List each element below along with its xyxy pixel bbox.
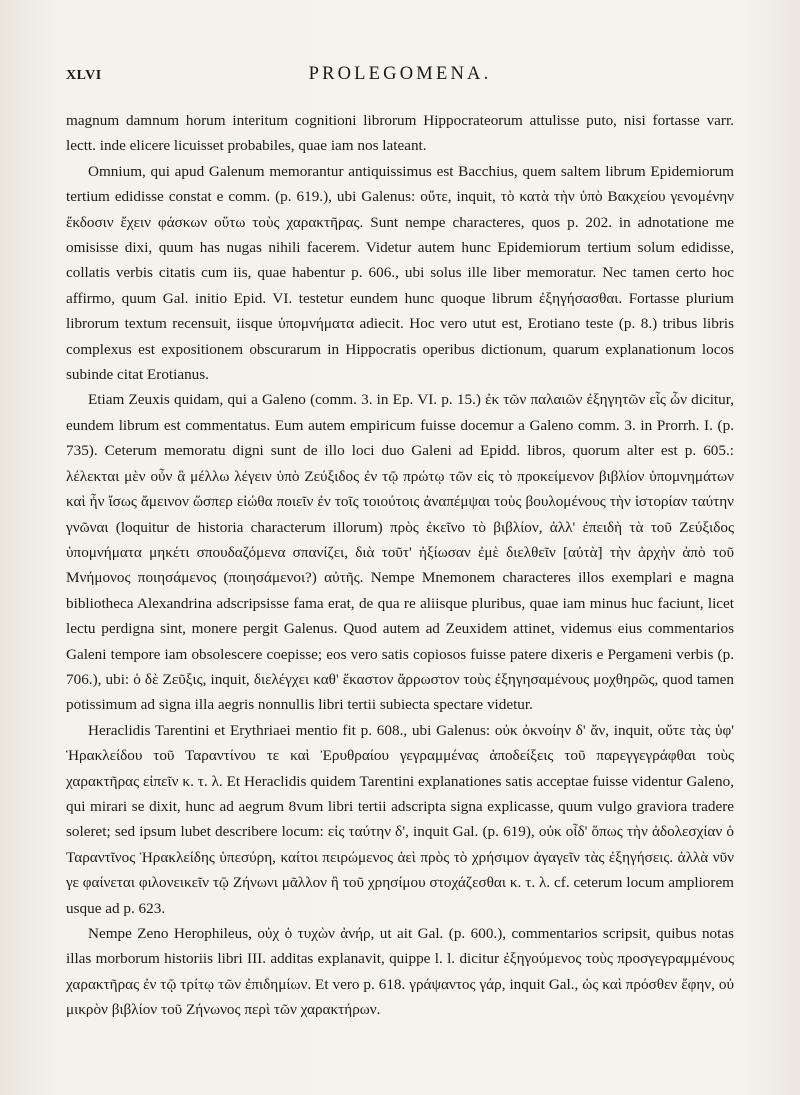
paragraph-zeno: Nempe Zeno Herophileus, οὐχ ὁ τυχὼν ἀνήρ, ut ait Gal. (p. 600.), commentarios scripsit, quibus notas illas morborum historiis libri III. additas explanavit, quippe l. l. dicitur ἐξηγούμενος τοὺς προσγεγραμμένους χαρακτῆρας ἐν τῷ τρίτῳ τῶν ἐπιδημίων. Et vero p. 618. γράψαντος γάρ, inquit Gal., ὡς καὶ πρόσθεν ἔφην, οὐ μικρὸν βιβλίον τοῦ Ζήνωνος περὶ τῶν χαρακτήρων. bbox=[66, 925, 734, 1019]
paragraph-zeuxis: Etiam Zeuxis quidam, qui a Galeno (comm. 3. in Ep. VI. p. 15.) ἐκ τῶν παλαιῶν ἐξηγητῶν εἷς ὧν dicitur, eundem librum est commentatus. Eum autem empiricum fuisse docemur a Galeno comm. 3. in Prorrh. I. (p. 735). Ceterum memoratu digni sunt de illo loci duo Galeni ad Epidd. libros, quorum alter est p. 605.: λέλεκται μὲν οὖν ἃ μέλλω λέγειν ὑπὸ Ζεύξιδος ἐν τῷ πρώτῳ τῶν εἰς τὸ προκείμενον βιβλίον ὑπομνημάτων καὶ ἦν ἴσως ἄμεινον ὥσπερ εἰώθα ποιεῖν ἐν τοῖς τοιούτοις ἀναπέμψαι τοὺς βουλομένους τὴν ἱστορίαν ταύτην γνῶναι (loquitur de historia characterum illorum) πρὸς ἐκεῖνο τὸ βιβλίον, ἀλλ' ἐπειδὴ τὰ τοῦ Ζεύξιδος ὑπομνήματα μηκέτι σπουδαζόμενα σπανίζει, διὰ τοῦτ' ἠξίωσαν ἐμὲ διελθεῖν [αὐτὰ] τὴν ἀρχὴν ἀπὸ τοῦ Μνήμονος ποιησάμενος (ποιησάμενοι?) αὐτῆς. Nempe Mnemonem characteres illos exemplari e magna bibliotheca Alexandrina adscripsisse fama erat, de qua re aliisque pluribus, quae iam minus huc faciunt, licet lectu perdigna sint, monere pergit Galenus. Quod autem ad Zeuxidem attinet, videmus eius commentarios Galeni tempore iam obsolescere coepisse; eos vero satis copiosos fuisse patere dixeris e Pergameni verbis (p. 706.), ubi: ὁ δὲ Ζεῦξις, inquit, διελέγχει καθ' ἕκαστον ἄρρωστον τοὺς ἐξηγησαμένους μοχθηρῶς, quod tamen potissimum ad signa illa aegris nonnullis libri tertii subiecta spectare videtur. bbox=[66, 391, 734, 714]
page-title: PROLEGOMENA. bbox=[308, 64, 492, 84]
paragraph-heraclides: Heraclidis Tarentini et Erythriaei mentio fit p. 608., ubi Galenus: οὐκ ὀκνοίην δ' ἄν, inquit, οὔτε τὰς ὑφ' Ἡρακλείδου τοῦ Ταραντίνου τε καὶ Ἐρυθραίου γεγραμμένας ἀποδείξεις τοῦ παρεγγεγράφθαι τοὺς χαρακτῆρας εἰπεῖν κ. τ. λ. Et Heraclidis quidem Tarentini explanationes satis acceptae fuisse videntur Galeno, qui mirari se dixit, hunc ad aegrum 8vum libri tertii adscripta signa explicasse, quum vulgo graviora tradere soleret; sed ipsum lubet describere locum: εἰς ταύτην δ', inquit Gal. (p. 619), οὐκ οἶδ' ὅπως τὴν ἀδολεσχίαν ὁ Ταραντῖνος Ἡρακλείδης ὑπεσύρη, καίτοι πειρώμενος ἀεὶ πρὸς τὸ χρήσιμον ἀγαγεῖν τὰς ἐξηγήσεις. ἀλλὰ νῦν γε φαίνεται φιλονεικεῖν τῷ Ζήνωνι μᾶλλον ἢ τοῦ χρησίμου στοχάζεσθαι κ. τ. λ. cf. ceterum locum ampliorem usque ad p. 623. bbox=[66, 721, 734, 917]
paragraph-bacchius: Omnium, qui apud Galenum memorantur antiquissimus est Bacchius, quem saltem librum Epidemiorum tertium edidisse constat e comm. (p. 619.), ubi Galenus: οὔτε, inquit, τὸ κατὰ τὴν ὑπὸ Βακχείου γενομένην ἔκδοσιν ἔχειν φάσκων οὕτω τοὺς χαρακτῆρας. Sunt nempe characteres, quos p. 202. in adnotatione me omisisse dixi, quum has nugas nihili facerem. Videtur autem hunc Epidemiorum tertium solum edidisse, collatis verbis citatis cum iis, quae habentur p. 606., ubi solus ille liber memoratur. Nec tamen certo hoc affirmo, quum Gal. initio Epid. VI. testetur eundem hunc quoque librum ἐξηγήσασθαι. Fortasse plurium librorum textum recensuit, iisque ὑπομνήματα adiecit. Hoc vero utut est, Erotiano teste (p. 8.) tribus libris complexus est expositionem obscurarum in Hippocratis operibus dictionum, quarum explanationum locos subinde citat Erotianus. bbox=[66, 162, 734, 384]
body-text bbox=[66, 108, 734, 1023]
paragraph-continuation: magnum damnum horum interitum cognitioni librorum Hippocrateorum attulisse puto, nisi fortasse varr. lectt. inde elicere licuisset probabiles, quae iam nos lateant. bbox=[66, 112, 734, 155]
page-number: XLVI bbox=[66, 68, 102, 83]
running-head bbox=[66, 64, 734, 88]
